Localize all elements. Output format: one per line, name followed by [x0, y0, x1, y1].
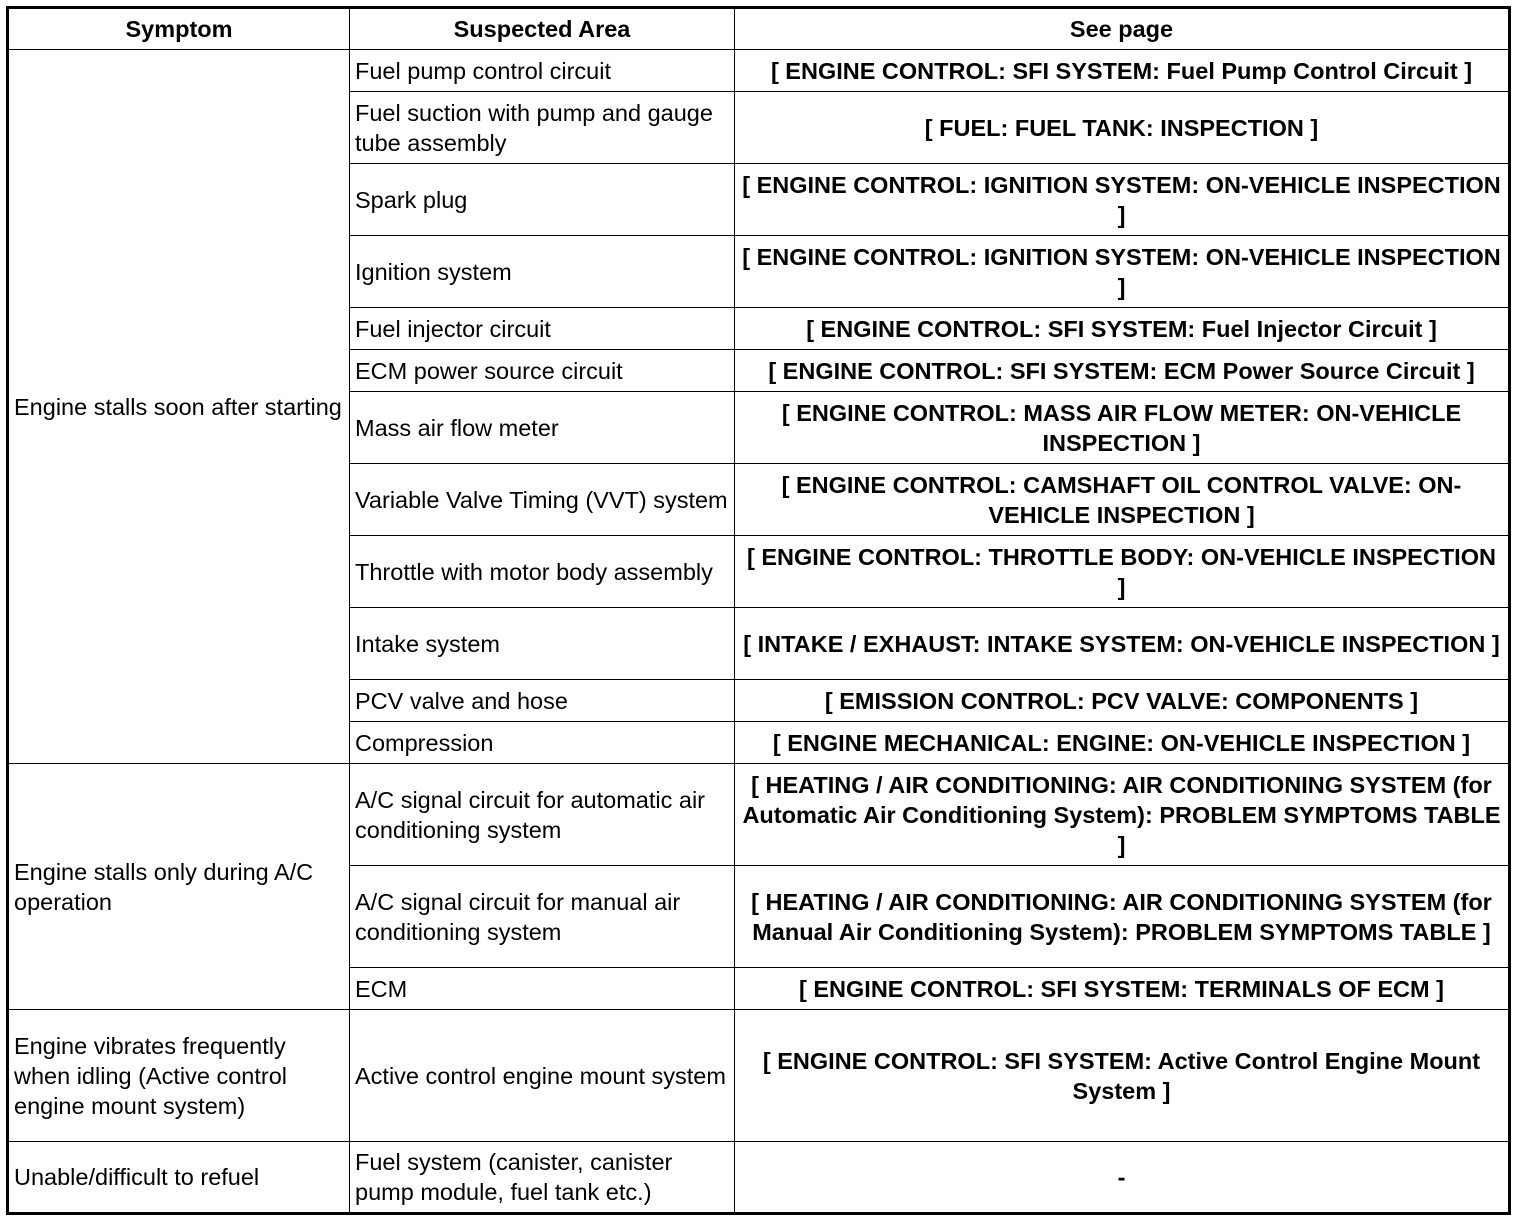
see-page-link[interactable]: [ ENGINE CONTROL: SFI SYSTEM: Fuel Pump Control Circuit ] — [735, 50, 1510, 92]
see-page-link[interactable]: [ HEATING / AIR CONDITIONING: AIR CONDITIONING SYSTEM (for Manual Air Conditioning System): PROBLEM SYMPTOMS TABLE ] — [735, 866, 1510, 968]
suspected-area-cell: Fuel system (canister, canister pump module, fuel tank etc.) — [350, 1142, 735, 1214]
suspected-area-cell: PCV valve and hose — [350, 680, 735, 722]
symptom-cell: Unable/difficult to refuel — [8, 1142, 350, 1214]
symptom-cell: Engine stalls only during A/C operation — [8, 764, 350, 1010]
table-row — [8, 1010, 1510, 1142]
suspected-area-cell: Compression — [350, 722, 735, 764]
header-symptom: Symptom — [8, 8, 350, 50]
suspected-area-cell: Ignition system — [350, 236, 735, 308]
see-page-link[interactable]: [ ENGINE CONTROL: IGNITION SYSTEM: ON-VEHICLE INSPECTION ] — [735, 236, 1510, 308]
suspected-area-cell: Mass air flow meter — [350, 392, 735, 464]
suspected-area-cell: Variable Valve Timing (VVT) system — [350, 464, 735, 536]
problem-symptoms-table — [6, 6, 1511, 1215]
see-page-link[interactable]: [ ENGINE CONTROL: SFI SYSTEM: ECM Power Source Circuit ] — [735, 350, 1510, 392]
see-page-cell: - — [735, 1142, 1510, 1214]
table-row — [8, 50, 1510, 92]
symptom-cell: Engine vibrates frequently when idling (Active control engine mount system) — [8, 1010, 350, 1142]
see-page-link[interactable]: [ HEATING / AIR CONDITIONING: AIR CONDITIONING SYSTEM (for Automatic Air Conditioning System): PROBLEM SYMPTOMS TABLE ] — [735, 764, 1510, 866]
suspected-area-cell: Fuel pump control circuit — [350, 50, 735, 92]
see-page-link[interactable]: [ ENGINE CONTROL: SFI SYSTEM: Active Control Engine Mount System ] — [735, 1010, 1510, 1142]
header-suspected-area: Suspected Area — [350, 8, 735, 50]
see-page-link[interactable]: [ ENGINE CONTROL: SFI SYSTEM: TERMINALS OF ECM ] — [735, 968, 1510, 1010]
header-see-page: See page — [735, 8, 1510, 50]
see-page-link[interactable]: [ FUEL: FUEL TANK: INSPECTION ] — [735, 92, 1510, 164]
suspected-area-cell: Fuel suction with pump and gauge tube assembly — [350, 92, 735, 164]
see-page-link[interactable]: [ EMISSION CONTROL: PCV VALVE: COMPONENTS ] — [735, 680, 1510, 722]
suspected-area-cell: A/C signal circuit for automatic air conditioning system — [350, 764, 735, 866]
see-page-link[interactable]: [ INTAKE / EXHAUST: INTAKE SYSTEM: ON-VEHICLE INSPECTION ] — [735, 608, 1510, 680]
symptom-cell: Engine stalls soon after starting — [8, 50, 350, 764]
see-page-link[interactable]: [ ENGINE MECHANICAL: ENGINE: ON-VEHICLE INSPECTION ] — [735, 722, 1510, 764]
suspected-area-cell: Active control engine mount system — [350, 1010, 735, 1142]
suspected-area-cell: A/C signal circuit for manual air conditioning system — [350, 866, 735, 968]
suspected-area-cell: ECM power source circuit — [350, 350, 735, 392]
suspected-area-cell: Throttle with motor body assembly — [350, 536, 735, 608]
suspected-area-cell: Intake system — [350, 608, 735, 680]
see-page-link[interactable]: [ ENGINE CONTROL: IGNITION SYSTEM: ON-VEHICLE INSPECTION ] — [735, 164, 1510, 236]
suspected-area-cell: ECM — [350, 968, 735, 1010]
suspected-area-cell: Fuel injector circuit — [350, 308, 735, 350]
see-page-link[interactable]: [ ENGINE CONTROL: MASS AIR FLOW METER: ON-VEHICLE INSPECTION ] — [735, 392, 1510, 464]
header-row — [8, 8, 1510, 50]
see-page-link[interactable]: [ ENGINE CONTROL: SFI SYSTEM: Fuel Injector Circuit ] — [735, 308, 1510, 350]
see-page-link[interactable]: [ ENGINE CONTROL: THROTTLE BODY: ON-VEHICLE INSPECTION ] — [735, 536, 1510, 608]
table-row — [8, 1142, 1510, 1214]
see-page-link[interactable]: [ ENGINE CONTROL: CAMSHAFT OIL CONTROL VALVE: ON-VEHICLE INSPECTION ] — [735, 464, 1510, 536]
suspected-area-cell: Spark plug — [350, 164, 735, 236]
table-row — [8, 764, 1510, 866]
